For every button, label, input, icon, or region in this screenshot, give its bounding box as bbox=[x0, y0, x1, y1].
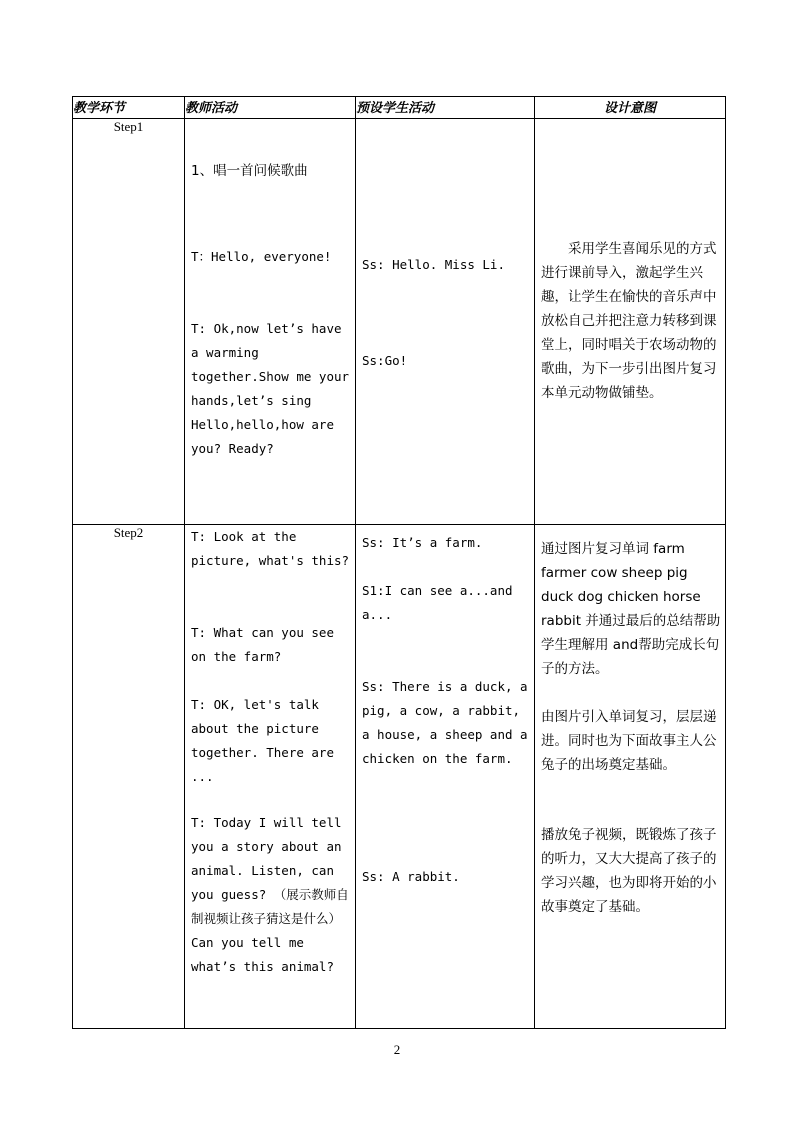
student-line: S1:I can see a...and a... bbox=[362, 583, 513, 622]
teacher-activity-cell bbox=[185, 119, 356, 525]
design-intent-cell bbox=[535, 525, 726, 1029]
student-line: Ss: There is a duck, a pig, a cow, a rabbit, a house, a sheep and a chicken on the farm. bbox=[362, 679, 528, 766]
intent-text: 播放兔子视频，既锻炼了孩子的听力，又大大提高了孩子的学习兴趣，也为即将开始的小故事奠定了基础。 bbox=[541, 827, 717, 915]
student-line: Ss:Go! bbox=[362, 353, 408, 368]
teacher-line: T: Ok,now let’s have a warming together.Show me your hands,let’s sing Hello,hello,how are you? Ready? bbox=[191, 321, 350, 456]
page-number: 2 bbox=[393, 1042, 401, 1057]
intent-text: 采用学生喜闻乐见的方式进行课前导入，激起学生兴趣，让学生在愉快的音乐声中放松自己并把注意力转移到课堂上，同时唱关于农场动物的歌曲，为下一步引出图片复习本单元动物做铺垫。 bbox=[541, 241, 717, 401]
header-student-activity: 预设学生活动 bbox=[356, 97, 535, 119]
step-label: Step2 bbox=[73, 525, 185, 1029]
teacher-line: T: Look at the picture, what's this? bbox=[191, 529, 350, 568]
header-design-intent: 设计意图 bbox=[535, 97, 726, 119]
step-label: Step1 bbox=[73, 119, 185, 525]
header-teacher-activity: 教师活动 bbox=[185, 97, 356, 119]
table-row bbox=[73, 525, 726, 1029]
lesson-plan-table bbox=[72, 96, 726, 1029]
intent-text: 由图片引入单词复习，层层递进。同时也为下面故事主人公兔子的出场奠定基础。 bbox=[541, 709, 717, 773]
teacher-line: T：Hello, everyone! bbox=[191, 249, 332, 264]
student-line: Ss: Hello. Miss Li. bbox=[362, 257, 505, 272]
table-row bbox=[73, 119, 726, 525]
header-teaching-stage: 教学环节 bbox=[73, 97, 185, 119]
design-intent-cell bbox=[535, 119, 726, 525]
student-line: Ss: A rabbit. bbox=[362, 869, 460, 884]
teacher-line: 1、唱一首问候歌曲 bbox=[191, 163, 308, 179]
intent-text: 通过图片复习单词 farm farmer cow sheep pig duck dog chicken horse rabbit 并通过最后的总结帮助学生理解用 and帮助完成长句子的方法。 bbox=[541, 541, 721, 677]
student-activity-cell bbox=[356, 119, 535, 525]
teacher-line: T: OK, let's talk about the picture together. There are ... bbox=[191, 697, 334, 784]
table-header-row bbox=[73, 97, 726, 119]
teacher-line: T: What can you see on the farm? bbox=[191, 625, 334, 664]
teacher-activity-cell bbox=[185, 525, 356, 1029]
teacher-line: T: Today I will tell you a story about an animal. Listen, can you guess? （展示教师自制视频让孩子猜这是什么）Can you tell me what’s this animal? bbox=[191, 815, 349, 974]
student-line: Ss: It’s a farm. bbox=[362, 535, 483, 550]
student-activity-cell bbox=[356, 525, 535, 1029]
